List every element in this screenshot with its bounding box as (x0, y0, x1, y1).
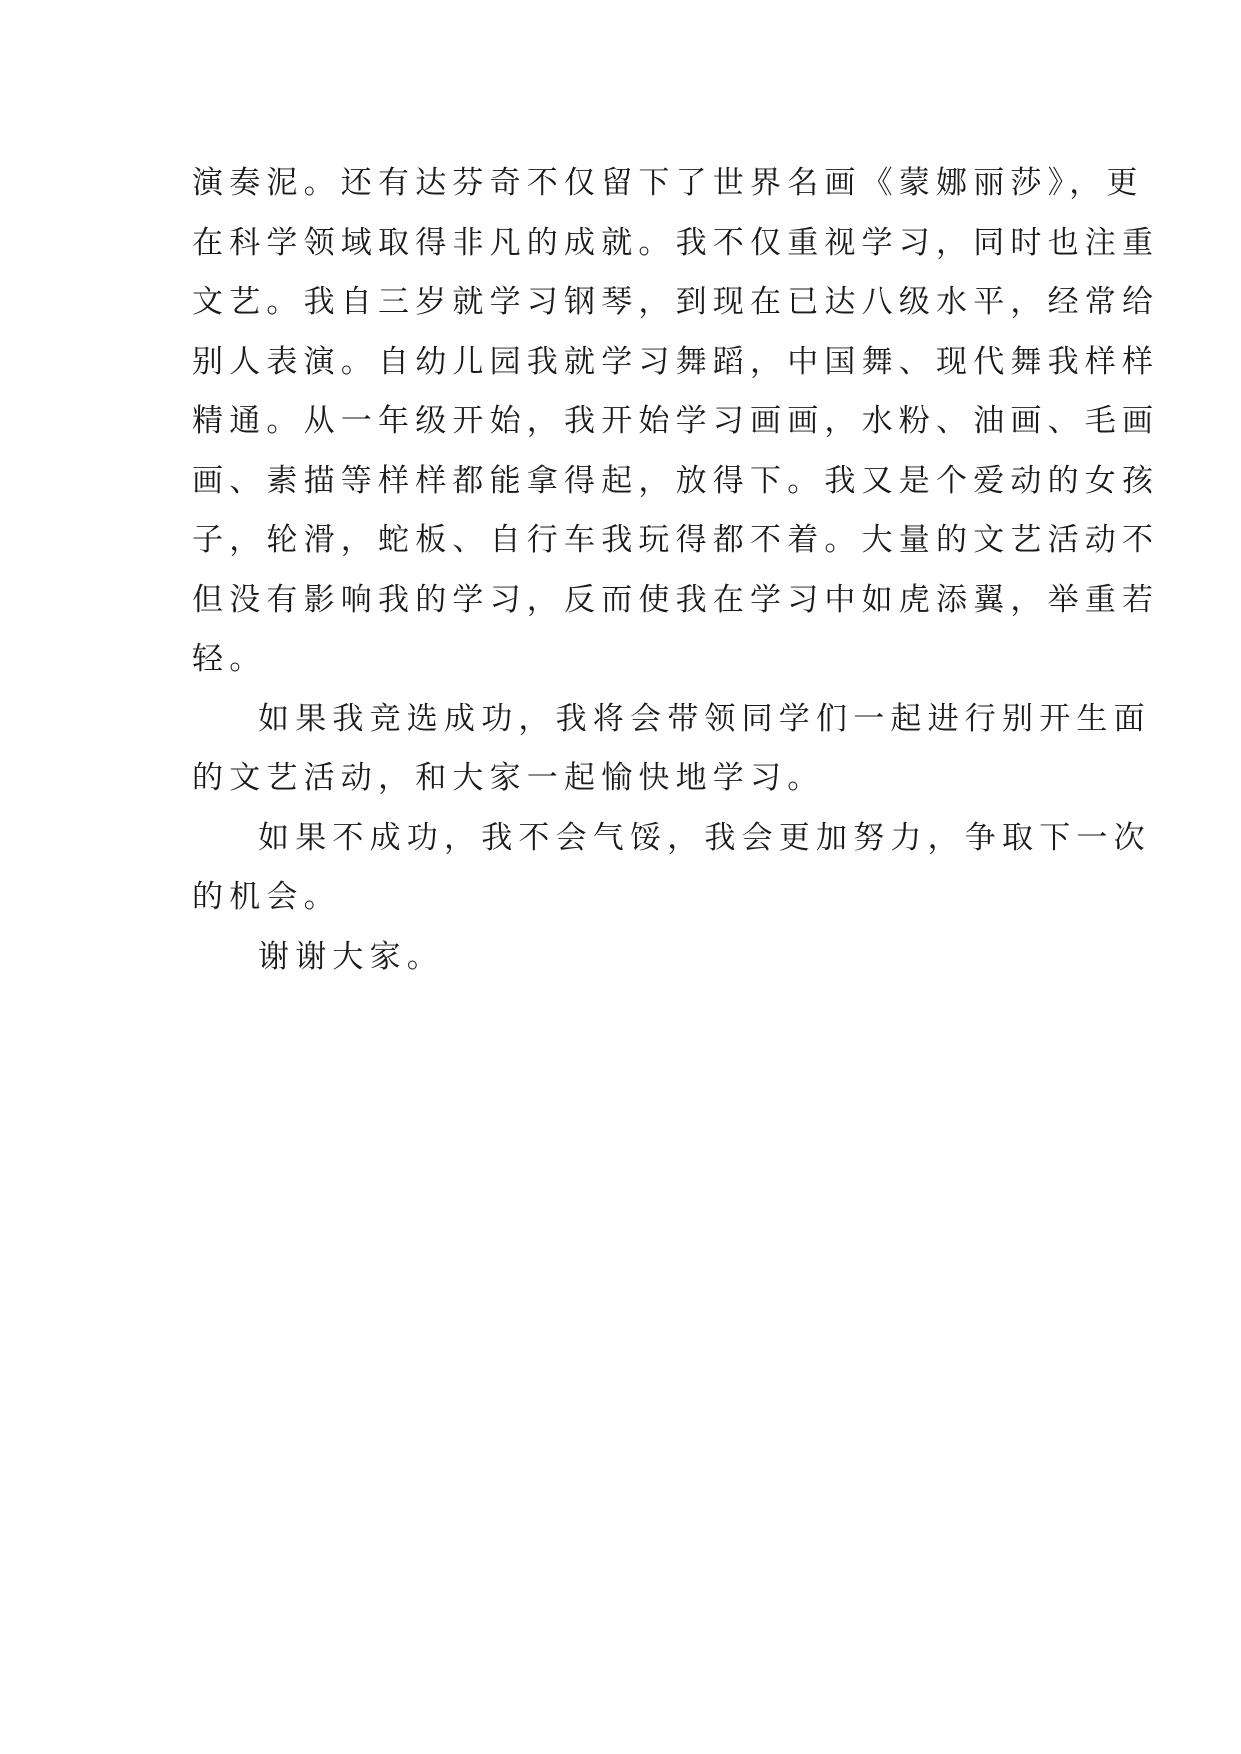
text-line-3: 文艺。我自三岁就学习钢琴，到现在已达八级水平，经常给 (192, 284, 1160, 320)
text-line-11: 的文艺活动，和大家一起愉快地学习。 (192, 760, 825, 796)
text-line-1: 演奏泥。还有达芬奇不仅留下了世界名画《蒙娜丽莎》，更 (192, 165, 1144, 201)
text-line-7: 子，轮滑，蛇板、自行车我玩得都不着。大量的文艺活动不 (192, 522, 1160, 558)
body-text (192, 154, 1160, 987)
text-line-5: 精通。从一年级开始，我开始学习画画，水粉、油画、毛画 (192, 403, 1160, 439)
text-line-2: 在科学领域取得非凡的成就。我不仅重视学习，同时也注重 (192, 224, 1160, 261)
text-line-14: 谢谢大家。 (258, 938, 444, 975)
text-line-9: 轻。 (192, 641, 267, 677)
text-line-13: 的机会。 (192, 879, 341, 915)
text-line-8: 但没有影响我的学习，反而使我在学习中如虎添翼，举重若 (192, 581, 1160, 618)
text-line-4: 别人表演。自幼儿园我就学习舞蹈，中国舞、现代舞我样样 (192, 343, 1160, 380)
text-line-10: 如果我竞选成功，我将会带领同学们一起进行别开生面 (258, 700, 1151, 737)
text-line-6: 画、素描等样样都能拿得起，放得下。我又是个爱动的女孩 (192, 462, 1160, 499)
text-line-12: 如果不成功，我不会气馁，我会更加努力，争取下一次 (258, 819, 1151, 856)
